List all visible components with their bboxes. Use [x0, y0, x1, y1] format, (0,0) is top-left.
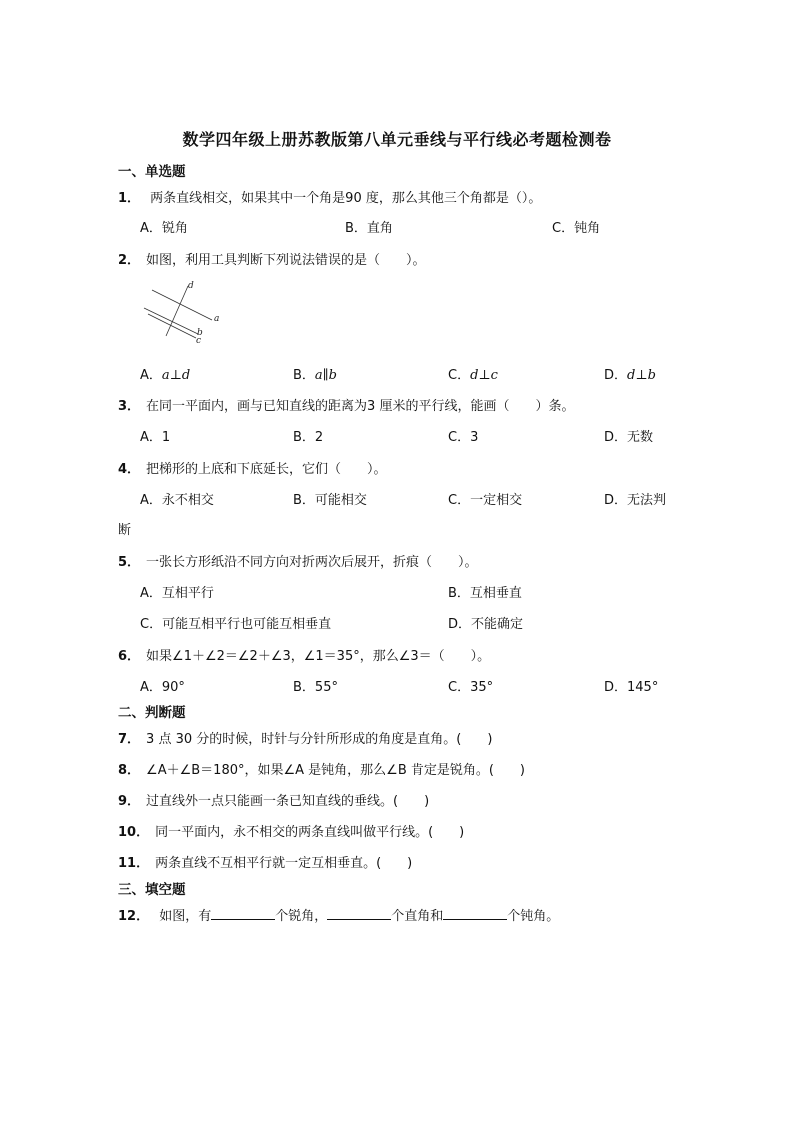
- q6-option-a[interactable]: A．90°: [140, 680, 185, 695]
- question-text-part: 个锐角，: [275, 909, 328, 924]
- q4-option-d-wrap: 断: [118, 523, 132, 538]
- option-letter: D．: [604, 368, 628, 383]
- q4-option-c[interactable]: C．一定相交: [448, 493, 523, 508]
- q6-option-c[interactable]: C．35°: [448, 680, 494, 695]
- question-text: 把梯形的上底和下底延长，它们（ ）。: [146, 462, 387, 477]
- question-1: [118, 187, 541, 206]
- q5-option-a[interactable]: A．互相平行: [140, 586, 214, 601]
- q3-option-d[interactable]: D．无数: [604, 430, 654, 445]
- question-9: [118, 790, 429, 809]
- question-number: 1．: [118, 191, 141, 206]
- option-expression: a⊥d: [161, 368, 191, 383]
- question-text: 如图，利用工具判断下列说法错误的是（ ）。: [146, 253, 426, 268]
- question-number: 3．: [118, 399, 141, 414]
- q1-option-c[interactable]: C．钝角: [552, 221, 601, 236]
- option-letter: B．: [293, 368, 315, 383]
- question-number: 2．: [118, 253, 141, 268]
- q1-option-a[interactable]: A．锐角: [140, 221, 188, 236]
- question-5: [118, 551, 478, 570]
- question-8: [118, 759, 525, 778]
- question-number: 9．: [118, 794, 141, 809]
- question-text-part: 如图，有: [155, 909, 212, 924]
- question-number: 4．: [118, 462, 141, 477]
- q2-option-b[interactable]: [293, 364, 337, 383]
- q5-option-b[interactable]: B．互相垂直: [448, 586, 522, 601]
- section-heading-single-choice: 一、单选题: [118, 164, 186, 180]
- q2-option-a[interactable]: [140, 364, 190, 383]
- option-letter: C．: [448, 368, 471, 383]
- question-text: 过直线外一点只能画一条已知直线的垂线。( ): [146, 794, 430, 809]
- question-text: 如果∠1＋∠2＝∠2＋∠3，∠1＝35°，那么∠3＝（ ）。: [146, 649, 491, 664]
- label-b: b: [197, 328, 203, 338]
- q2-lines-figure: [140, 278, 230, 348]
- line-b: [144, 308, 198, 334]
- q3-option-b[interactable]: B．2: [293, 430, 324, 445]
- question-number: 5．: [118, 555, 141, 570]
- answer-blank-right[interactable]: [327, 907, 391, 920]
- question-text: 两条直线相交，如果其中一个角是90 度，那么其他三个角都是（）。: [146, 191, 542, 206]
- label-d: d: [188, 281, 194, 291]
- option-expression: d⊥b: [627, 368, 656, 383]
- q2-option-d[interactable]: [604, 364, 656, 383]
- question-text: 同一平面内，永不相交的两条直线叫做平行线。( ): [155, 825, 465, 840]
- option-expression: a∥b: [314, 368, 337, 383]
- line-c: [148, 314, 196, 338]
- question-text: 一张长方形纸沿不同方向对折两次后展开，折痕（ ）。: [146, 555, 478, 570]
- answer-blank-acute[interactable]: [211, 907, 275, 920]
- q5-option-d[interactable]: D．不能确定: [448, 617, 524, 632]
- question-number: 11．: [118, 856, 150, 871]
- label-a: a: [214, 314, 220, 324]
- question-11: [118, 852, 412, 871]
- question-4: [118, 458, 387, 477]
- line-a: [152, 290, 212, 320]
- question-7: [118, 728, 492, 747]
- question-12: [118, 905, 559, 924]
- question-10: [118, 821, 464, 840]
- question-2: [118, 249, 426, 268]
- question-number: 10．: [118, 825, 150, 840]
- q1-option-b[interactable]: B．直角: [345, 221, 393, 236]
- question-text: 3 点 30 分的时候，时针与分针所形成的角度是直角。( ): [146, 732, 493, 747]
- question-number: 12．: [118, 909, 150, 924]
- q3-option-a[interactable]: A．1: [140, 430, 171, 445]
- section-heading-true-false: 二、判断题: [118, 705, 186, 721]
- q4-option-d[interactable]: D．无法判: [604, 493, 667, 508]
- question-text: 两条直线不互相平行就一定互相垂直。( ): [155, 856, 413, 871]
- q6-option-d[interactable]: D．145°: [604, 680, 659, 695]
- question-number: 8．: [118, 763, 141, 778]
- question-number: 7．: [118, 732, 141, 747]
- q4-option-b[interactable]: B．可能相交: [293, 493, 367, 508]
- q5-option-c[interactable]: C．可能互相平行也可能互相垂直: [140, 617, 332, 632]
- question-6: [118, 645, 490, 664]
- question-text: ∠A＋∠B＝180°，如果∠A 是钝角，那么∠B 肯定是锐角。( ): [146, 763, 526, 778]
- question-text-part: 个直角和: [391, 909, 444, 924]
- q2-option-c[interactable]: [448, 364, 498, 383]
- question-text: 在同一平面内，画与已知直线的距离为3 厘米的平行线，能画（ ）条。: [146, 399, 575, 414]
- page-title: 数学四年级上册苏教版第八单元垂线与平行线必考题检测卷: [182, 130, 612, 149]
- question-3: [118, 395, 574, 414]
- option-letter: A．: [140, 368, 162, 383]
- label-c: c: [196, 336, 202, 346]
- option-expression: d⊥c: [470, 368, 498, 383]
- question-text-part: 个钝角。: [507, 909, 560, 924]
- answer-blank-obtuse[interactable]: [443, 907, 507, 920]
- question-number: 6．: [118, 649, 141, 664]
- section-heading-fill-in: 三、填空题: [118, 882, 186, 898]
- q4-option-a[interactable]: A．永不相交: [140, 493, 214, 508]
- q6-option-b[interactable]: B．55°: [293, 680, 338, 695]
- q3-option-c[interactable]: C．3: [448, 430, 479, 445]
